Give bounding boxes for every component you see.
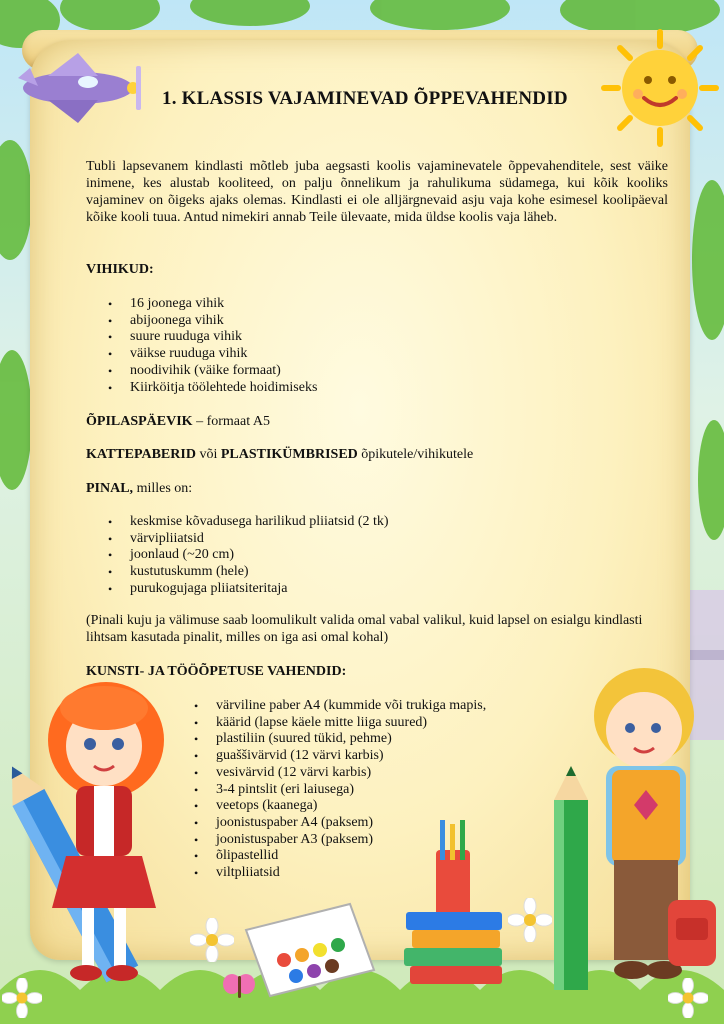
pinal-list	[108, 514, 389, 598]
daisy-icon	[190, 918, 234, 962]
books-icon	[400, 820, 510, 1000]
plastikumbrised-label: PLASTIKÜMBRISED	[220, 447, 358, 462]
paevik-label: ÕPILASPÄEVIK	[86, 414, 193, 429]
pinal-line	[86, 481, 192, 497]
list-item: • väikse ruuduga vihik	[108, 346, 317, 363]
daisy-icon	[668, 978, 708, 1018]
butterfly-icon	[222, 972, 256, 1002]
paevik-line	[86, 414, 270, 430]
kattepaberid-line	[86, 447, 473, 463]
list-item: • vesivärvid (12 värvi karbis)	[194, 765, 486, 782]
list-item: • 16 joonega vihik	[108, 296, 317, 313]
list-item: • veetops (kaanega)	[194, 798, 486, 815]
list-item: • abijoonega vihik	[108, 313, 317, 330]
list-item: • kustutuskumm (hele)	[108, 564, 389, 581]
paint-box-icon	[240, 900, 380, 1000]
boy-illustration	[548, 660, 720, 1010]
list-item: • õlipastellid	[194, 848, 486, 865]
girl-illustration	[6, 668, 196, 1008]
daisy-icon	[508, 898, 552, 942]
pinal-note: (Pinali kuju ja välimuse saab loomulikult valida omal vabal valikul, kuid lapsel on esialgu kindlasti lihtsam kasutada pinalit, milles on iga asi omal kohal)	[86, 613, 643, 645]
vihikud-heading	[86, 262, 154, 278]
kattepaberid-label: KATTEPABERID	[86, 447, 196, 462]
list-item: • joonistuspaber A4 (paksem)	[194, 815, 486, 832]
vihikud-list	[108, 296, 317, 396]
list-item: • guaššivärvid (12 värvi karbis)	[194, 748, 486, 765]
list-item: • plastiliin (suured tükid, pehme)	[194, 731, 486, 748]
page-title: 1. KLASSIS VAJAMINEVAD ÕPPEVAHENDID	[162, 88, 568, 109]
kattepaberid-conj: või	[195, 447, 221, 462]
kunst-heading-text: KUNSTI- JA TÖÖÕPETUSE VAHENDID:	[86, 664, 347, 679]
sun-icon	[600, 28, 720, 148]
pinal-rest: milles on:	[133, 481, 193, 496]
list-item: • värvipliiatsid	[108, 531, 389, 548]
vihikud-heading-text: VIHIKUD:	[86, 262, 154, 277]
daisy-icon	[2, 978, 42, 1018]
paevik-format: – formaat A5	[192, 414, 270, 429]
list-item: • keskmise kõvadusega harilikud pliiatsid (2 tk)	[108, 514, 389, 531]
list-item: • käärid (lapse käele mitte liiga suured)	[194, 715, 486, 732]
list-item: • Kiirköitja töölehtede hoidimiseks	[108, 380, 317, 397]
list-item: • joonistuspaber A3 (paksem)	[194, 832, 486, 849]
list-item: • värviline paber A4 (kummide või trukiga mapis,	[194, 698, 486, 715]
list-item: • 3-4 pintslit (eri laiusega)	[194, 782, 486, 799]
kattepaberid-rest: õpikutele/vihikutele	[357, 447, 474, 462]
intro-paragraph: Tubli lapsevanem kindlasti mõtleb juba aegsasti koolis vajaminevatele õppevahenditele, sest väike inimene, kes alustab kooliteed, on palju õnnelikum ja rahulikuma südamega, kui kõik kooliks vajaminev on õigeks ajaks olemas. Kindlasti ei ole alljärgnevaid asju vaja kohe esimesel koolipäeval kõike kooli tuua. Antud nimekiri annab Teile ülevaate, mida üldse koolis vaja läheb.	[86, 159, 668, 225]
list-item: • purukogujaga pliiatsiteritaja	[108, 581, 389, 598]
list-item: • noodivihik (väike formaat)	[108, 363, 317, 380]
list-item: • joonlaud (~20 cm)	[108, 547, 389, 564]
airplane-icon	[8, 48, 158, 128]
list-item: • viltpliiatsid	[194, 865, 486, 882]
pinal-label: PINAL,	[86, 481, 134, 496]
list-item: • suure ruuduga vihik	[108, 329, 317, 346]
